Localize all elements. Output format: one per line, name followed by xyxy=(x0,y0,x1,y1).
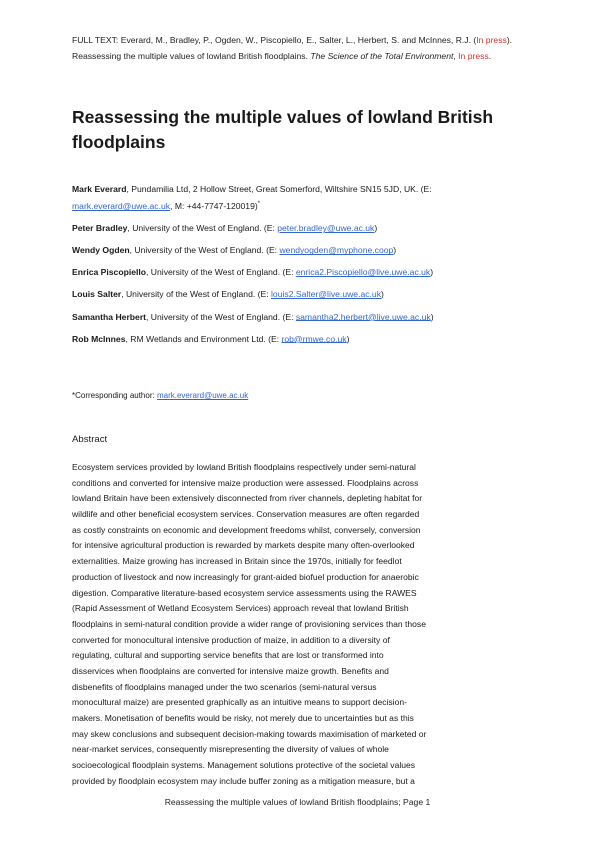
abstract-line: conditions and converted for intensive maize production were assessed. Floodplains across xyxy=(72,477,419,488)
citation-end: . xyxy=(488,50,492,61)
citation-prefix: FULL TEXT: Everard, M., Bradley, P., Ogden, W., Piscopiello, E., Salter, L., Herbert, S. and McInnes, R.J. ( xyxy=(72,35,477,45)
abstract-line: as costly constraints on economic and development freedoms whilst, conversely, conversion xyxy=(72,524,421,535)
author-email-link[interactable]: peter.bradley@uwe.ac.uk xyxy=(277,223,375,234)
abstract-line: regulating, cultural and supporting service benefits that are lost or transformed into xyxy=(72,650,384,661)
author-contact-suffix: ) xyxy=(430,267,434,278)
author-entry xyxy=(72,219,532,236)
abstract-line: digestion. Comparative literature-based ecosystem service assessments using the RAWES xyxy=(72,587,417,598)
citation-header xyxy=(72,33,527,64)
author-affiliation: , University of the West of England. (E: xyxy=(129,245,280,256)
author-email-link[interactable]: samantha2.herbert@live.uwe.ac.uk xyxy=(295,311,431,322)
author-contact-suffix: , M: +44-7747-120019) xyxy=(170,201,258,212)
abstract-line: Ecosystem services provided by lowland British floodplains respectively under semi-natural xyxy=(72,462,416,472)
author-email-link[interactable]: wendyogden@myphone.coop xyxy=(279,245,394,256)
abstract-line: socioecological floodplain systems. Management solutions protective of the societal values xyxy=(72,760,416,771)
abstract-line: disservices when floodplains are converted for intensive maize growth. Benefits and xyxy=(72,665,389,676)
author-entry xyxy=(72,308,532,325)
page-footer: Reassessing the multiple values of lowland British floodplains; Page 1 xyxy=(164,797,431,807)
author-name: Rob McInnes xyxy=(72,333,126,344)
author-name: Samantha Herbert xyxy=(72,311,147,322)
abstract-line: externalities. Maize growing has increased in Britain since the 1970s, initially for feedlot xyxy=(72,556,402,567)
author-affiliation: , University of the West of England. (E: xyxy=(127,223,278,234)
journal-name: The Science of the Total Environment xyxy=(310,50,454,61)
author-list xyxy=(72,182,532,352)
author-affiliation: , RM Wetlands and Environment Ltd. (E: xyxy=(125,333,282,344)
author-name: Mark Everard xyxy=(72,184,127,194)
author-email-link[interactable]: mark.everard@uwe.ac.uk xyxy=(72,201,171,212)
author-name: Wendy Ogden xyxy=(72,245,130,256)
citation-middle: ). Reassessing the multiple values of lowland British floodplains. xyxy=(72,35,513,61)
abstract-line: (Rapid Assessment of Wetland Ecosystem Services) approach reveal that lowland British xyxy=(72,603,409,614)
abstract-line: provided by floodplain ecosystem may include buffer zoning as a mitigation measure, but a xyxy=(72,775,415,786)
author-email-link[interactable]: enrica2.Piscopiello@live.uwe.ac.uk xyxy=(295,267,431,278)
abstract-line: floodplains in semi-natural condition provide a wider range of provisioning services than those xyxy=(72,618,426,629)
author-contact-suffix: ) xyxy=(374,223,378,234)
citation-comma: , xyxy=(453,50,459,61)
paper-title: Reassessing the multiple values of lowland British floodplains xyxy=(72,107,494,152)
corresponding-author-note xyxy=(72,389,532,402)
abstract-line: converted for monocultural intensive production of maize, in addition to a diversity of xyxy=(72,634,390,645)
abstract-line: monocultural maize) are presented graphically as an intuitive means to support decision- xyxy=(72,697,407,708)
corresponding-label: *Corresponding author: xyxy=(72,391,157,400)
corresponding-email-link[interactable]: mark.everard@uwe.ac.uk xyxy=(156,391,249,400)
author-entry xyxy=(72,330,532,347)
author-entry xyxy=(72,182,532,214)
abstract-line: for intensive agricultural production is rewarded by markets despite many often-overlooked xyxy=(72,540,415,551)
in-press-status: In press xyxy=(476,35,507,45)
author-name: Peter Bradley xyxy=(72,223,128,234)
author-email-link[interactable]: louis2.Salter@live.uwe.ac.uk xyxy=(271,289,382,300)
author-email-link[interactable]: rob@rmwe.co.uk xyxy=(281,333,347,344)
author-contact-suffix: ) xyxy=(346,333,350,344)
author-name: Enrica Piscopiello xyxy=(72,267,147,278)
abstract-line: may skew conclusions and subsequent decision-making towards maximisation of marketed or xyxy=(72,728,427,739)
abstract-line: wildlife and other beneficial ecosystem services. Conservation measures are often regarded xyxy=(72,509,420,520)
abstract-line: lowland Britain have been extensively disconnected from river channels, depleting habitat for xyxy=(72,493,423,504)
corresponding-mark: * xyxy=(257,201,261,208)
author-affiliation: , University of the West of England. (E: xyxy=(121,289,272,300)
author-affiliation: , University of the West of England. (E: xyxy=(146,267,296,278)
abstract-heading: Abstract xyxy=(72,434,108,445)
abstract-body xyxy=(72,460,532,789)
author-contact-suffix: ) xyxy=(393,245,397,256)
author-name: Louis Salter xyxy=(72,289,122,300)
author-affiliation: , Pundamilia Ltd, 2 Hollow Street, Great Somerford, Wiltshire SN15 5JD, UK. (E: xyxy=(126,184,432,194)
abstract-line: makers. Monetisation of benefits would be risky, not merely due to uncertainties but as this xyxy=(72,713,414,723)
author-entry xyxy=(72,241,532,258)
abstract-line: disbenefits of floodplains managed under the two scenarios (semi-natural versus xyxy=(72,681,377,692)
author-contact-suffix: ) xyxy=(430,311,434,322)
author-entry xyxy=(72,263,532,280)
author-affiliation: , University of the West of England. (E: xyxy=(146,311,296,322)
abstract-line: near-market services, consequently misrepresenting the diversity of values of whole xyxy=(72,744,389,755)
in-press-status-2: In press xyxy=(458,50,489,61)
author-entry xyxy=(72,285,532,302)
author-contact-suffix: ) xyxy=(381,289,384,300)
abstract-line: production of livestock and now increasingly for grant-aided biofuel production for anaerobic xyxy=(72,571,419,582)
